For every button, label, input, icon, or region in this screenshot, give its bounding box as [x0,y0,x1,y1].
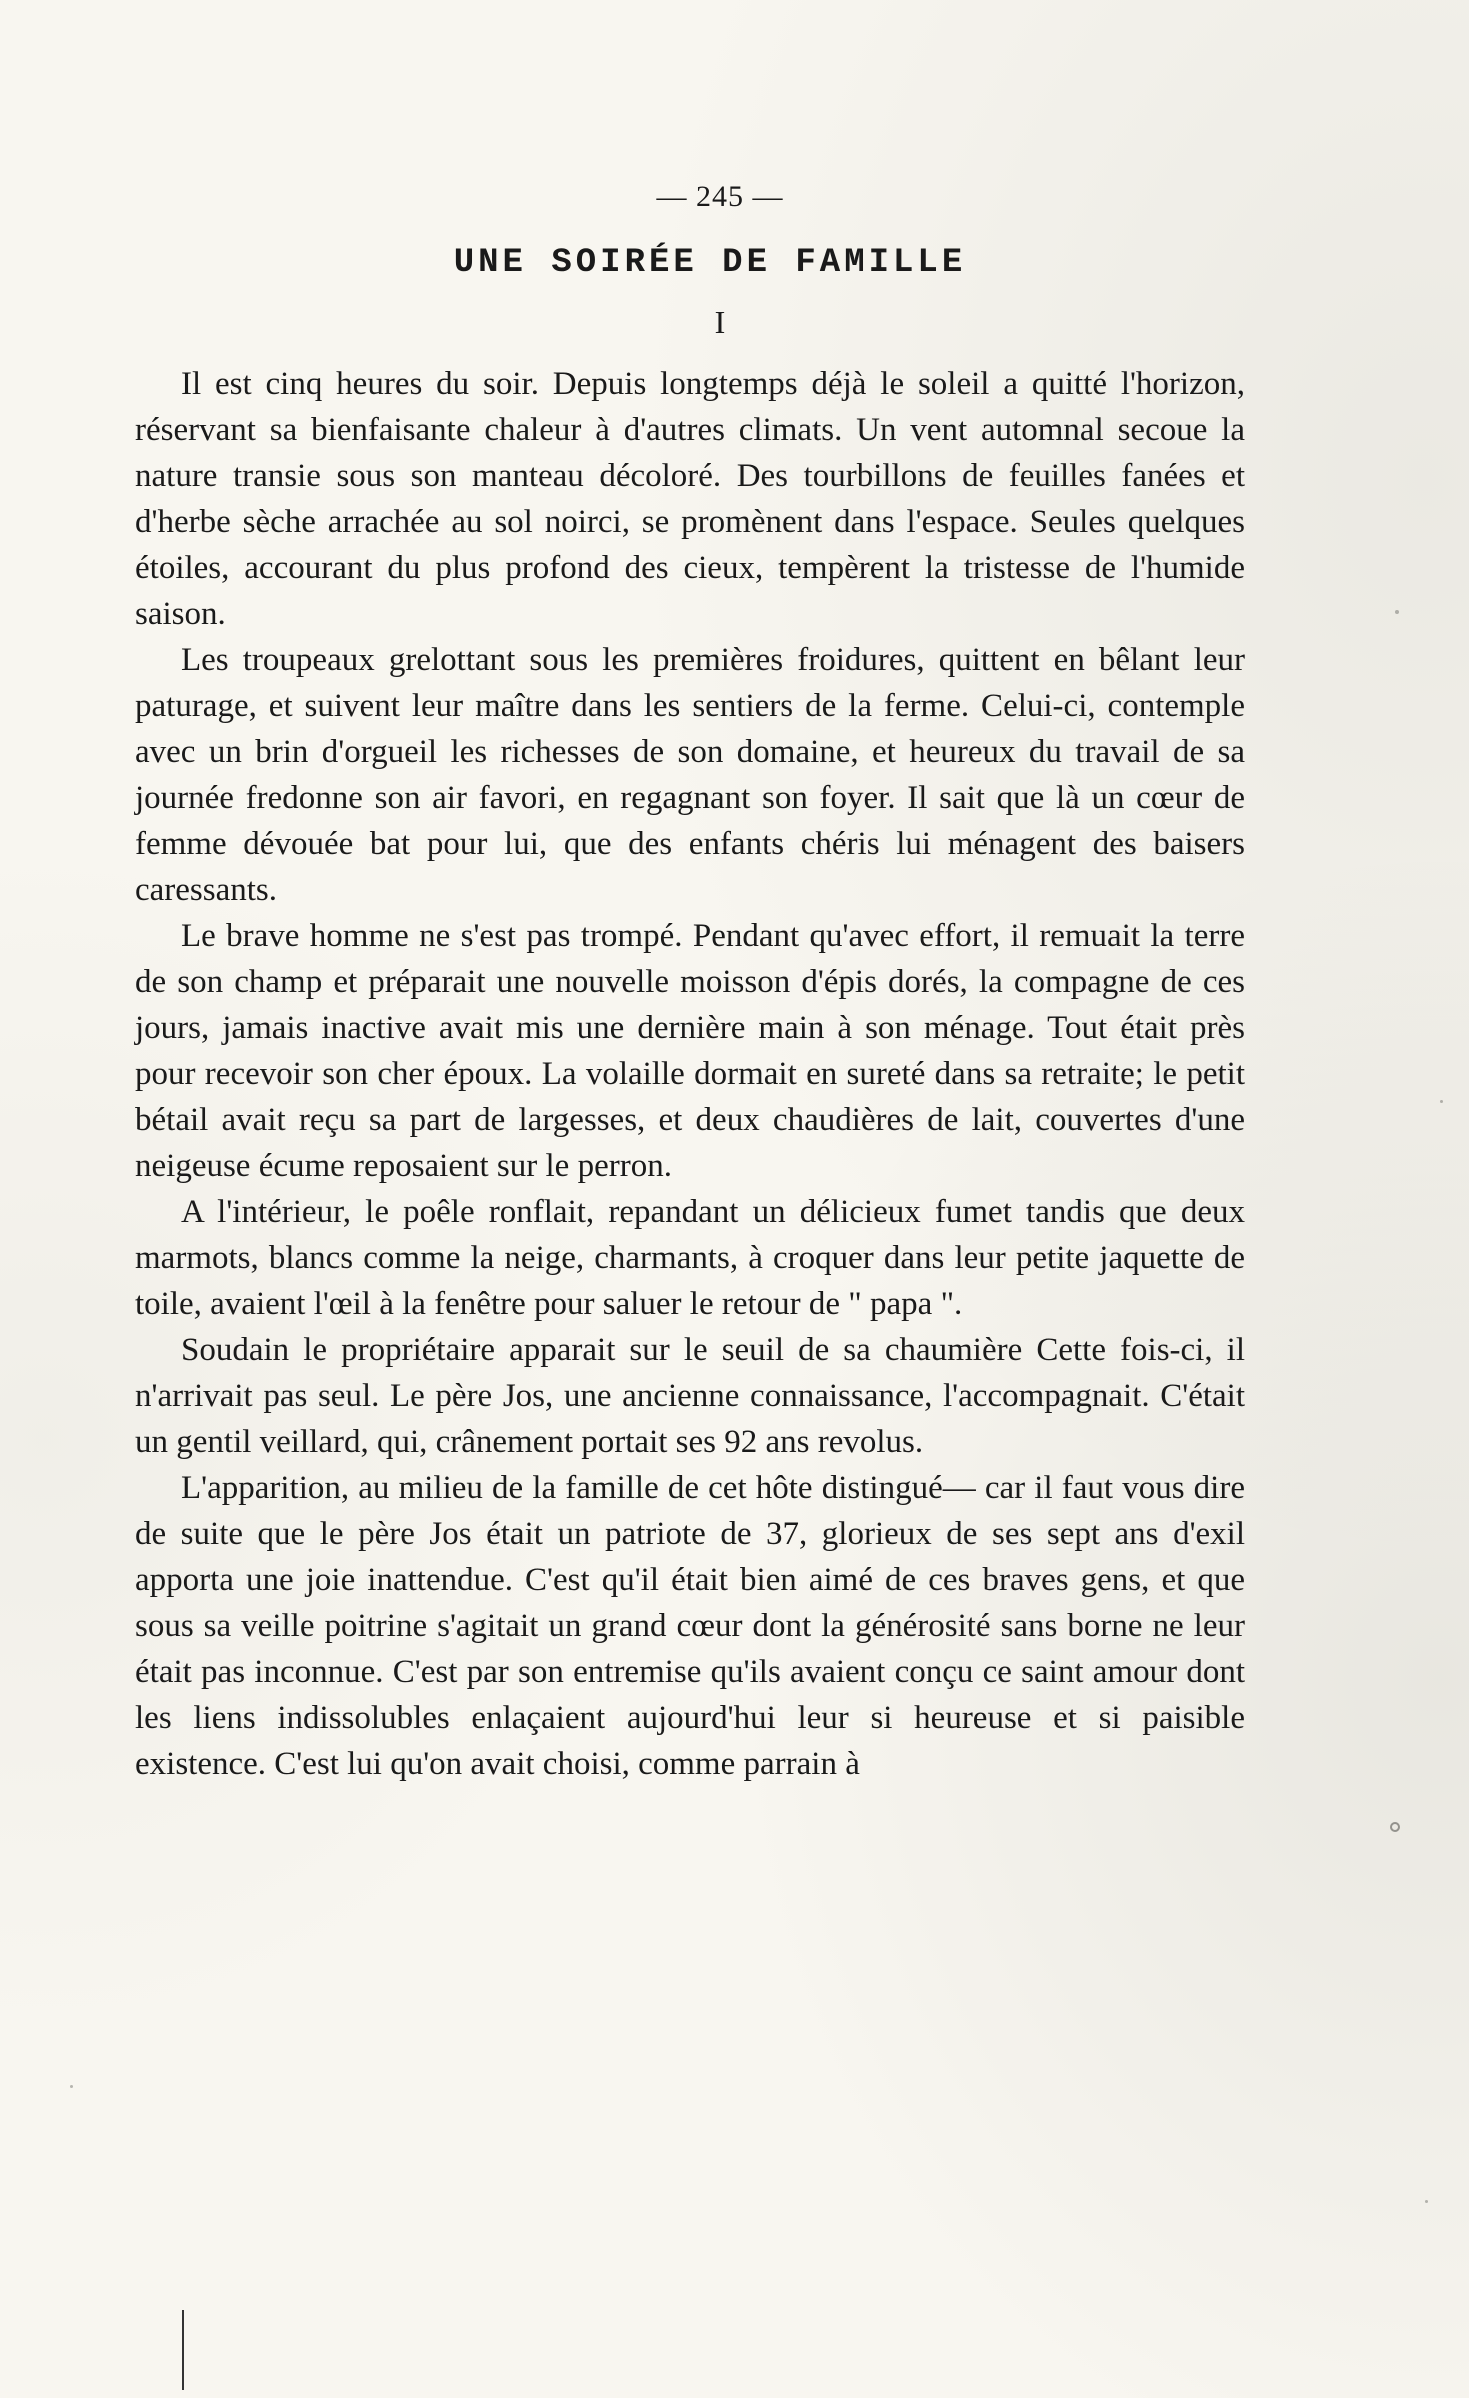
scan-artifact-line [182,2310,184,2390]
scan-speckle [1390,1822,1400,1832]
scan-speckle [70,2085,73,2088]
paragraph: Soudain le propriétaire apparait sur le seuil de sa chaumière Cette fois-ci, il n'arrivait pas seul. Le père Jos, une ancienne connaissance, l'accompagnait. C'était un gentil veillard, qui, crânement portait ses 92 ans revolus. [135,1332,1245,1460]
scan-speckle [1395,610,1399,614]
paragraph: Il est cinq heures du soir. Depuis longtemps déjà le soleil a quitté l'horizon, réservant sa bienfaisante chaleur à d'autres climats. Un vent automnal secoue la nature transie sous son manteau décoloré. Des tourbillons de feuilles fanées et d'herbe sèche arrachée au sol noirci, se promènent dans l'espace. Seules quelques étoiles, accourant du plus profond des cieux, tempèrent la tristesse de l'humide saison. [135,366,1245,632]
paragraph: Les troupeaux grelottant sous les premières froidures, quittent en bêlant leur paturage, et suivent leur maître dans les sentiers de la ferme. Celui-ci, contemple avec un brin d'orgueil les richesses de son domaine, et heureux du travail de sa journée fredonne son air favori, en regagnant son foyer. Il sait que là un cœur de femme dévouée bat pour lui, que des enfants chéris lui ménagent des baisers caressants. [135,642,1245,908]
paragraph: L'apparition, au milieu de la famille de cet hôte distingué— car il faut vous dire de suite que le père Jos était un patriote de 37, glorieux de ses sept ans d'exil apporta une joie inattendue. C'est qu'il était bien aimé de ces braves gens, et que sous sa veille poitrine s'agitait un grand cœur dont la générosité sans borne ne leur était pas inconnue. C'est par son entremise qu'ils avaient conçu ce saint amour dont les liens indissolubles enlaçaient aujourd'hui leur si heureuse et si paisible existence. C'est lui qu'on avait choisi, comme parrain à [135,1470,1245,1782]
scan-speckle [1425,2200,1428,2203]
page-number: — 245 — [656,180,784,213]
scan-speckle [1440,1100,1443,1103]
page-text [135,180,1245,1787]
section-number: I [714,304,726,340]
paragraph: Le brave homme ne s'est pas trompé. Pendant qu'avec effort, il remuait la terre de son champ et préparait une nouvelle moisson d'épis dorés, la compagne de ces jours, jamais inactive avait mis une dernière main à son ménage. Tout était près pour recevoir son cher époux. La volaille dormait en sureté dans sa retraite; le petit bétail avait reçu sa part de largesses, et deux chaudières de lait, couvertes d'une neigeuse écume reposaient sur le perron. [135,918,1245,1184]
chapter-title: UNE SOIRÉE DE FAMILLE [453,244,967,282]
paragraph: A l'intérieur, le poêle ronflait, repandant un délicieux fumet tandis que deux marmots, blancs comme la neige, charmants, à croquer dans leur petite jaquette de toile, avaient l'œil à la fenêtre pour saluer le retour de " papa ". [135,1194,1245,1322]
body-text [135,361,1245,1787]
